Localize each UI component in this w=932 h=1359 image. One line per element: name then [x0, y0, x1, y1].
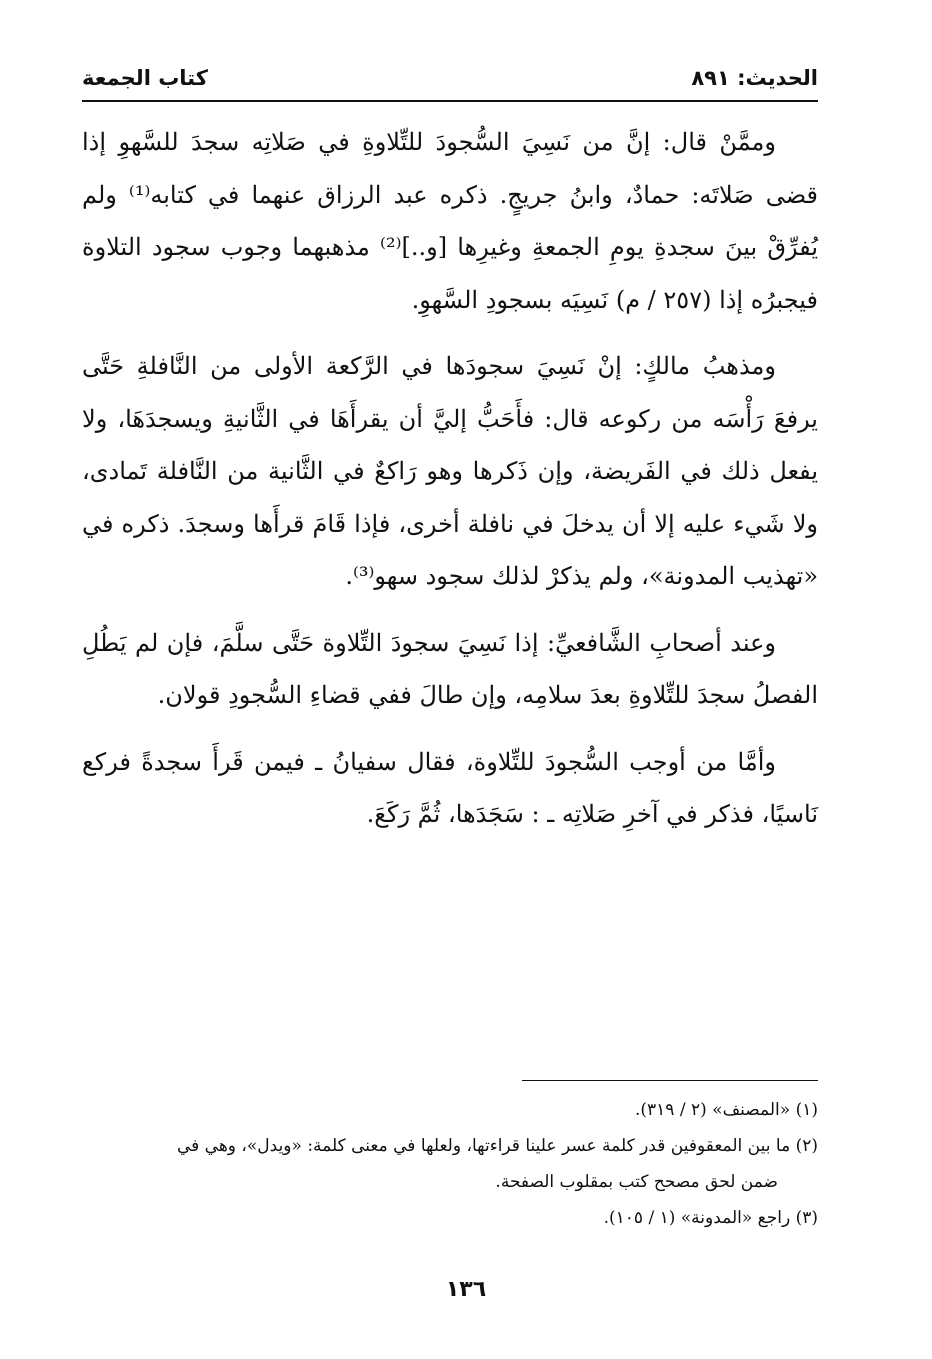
paragraph-2: ومذهبُ مالكٍ: إنْ نَسِيَ سجودَها في الرَّكعة الأولى من النَّافلةِ حَتَّى يرفعَ رَأْسَه من ركوعه قال: فأَحَبُّ إليَّ أن يقرأَهَا في الثَّانيةِ ويسجدَهَا، ولا يفعل ذلك في الفَريضة، وإن ذَكرها وهو رَاكعٌ في الثَّانية من النَّافلة تَمادى، ولا شَيء عليه إلا أن يدخلَ في نافلة أخرى، فإذا قَامَ قرأَها وسجدَ. ذكره في «تهذيب المدونة»، ولم يذكرْ لذلك سجود سهو⁽³⁾. [82, 352, 818, 590]
footnote-2-continuation: ضمن لحق مصحح كتب بمقلوب الصفحة. [495, 1172, 778, 1192]
book-title-heading: كتاب الجمعة [82, 66, 208, 90]
footnote-1: (١) «المصنف» (٢ / ٣١٩). [635, 1100, 818, 1120]
footnote-2: (٢) ما بين المعقوفين قدر كلمة عسر علينا قراءتها، ولعلها في معنى كلمة: «ويدل»، وهي في [176, 1136, 818, 1156]
footnote-separator [522, 1080, 818, 1081]
main-text [82, 116, 818, 855]
footnotes [82, 1092, 818, 1236]
paragraph-4: وأمَّا من أوجب السُّجودَ للتِّلاوة، فقال سفيانُ ـ فيمن قَرأَ سجدةً فركع نَاسيًا، فذكر في آخرِ صَلاتِه ـ : سَجَدَها، ثُمَّ رَكَعَ. [82, 747, 818, 828]
page-number: ١٣٦ [445, 1277, 487, 1302]
running-header [82, 62, 818, 102]
paragraph-1: وممَّنْ قال: إنَّ من نَسِيَ السُّجودَ للتِّلاوةِ في صَلاتِه سجدَ للسَّهوِ إذا قضى صَلاتَه: حمادٌ، وابنُ جريجٍ. ذكره عبد الرزاق عنهما في كتابه⁽¹⁾ ولم يُفرِّقْ بينَ سجدةِ يومِ الجمعةِ وغيرِها [و..]⁽²⁾ مذهبهما وجوب سجود التلاوة فيجبرُه إذا (٢٥٧ / م) نَسِيَه بسجودِ السَّهوِ. [82, 128, 819, 314]
hadith-number-heading: الحديث: ٨٩١ [691, 66, 818, 90]
footnote-3: (٣) راجع «المدونة» (١ / ١٠٥). [603, 1208, 818, 1228]
paragraph-3: وعند أصحابِ الشَّافعيِّ: إذا نَسِيَ سجودَ التِّلاوة حَتَّى سلَّمَ، فإن لم يَطُلِ الفصلُ سجدَ للتِّلاوةِ بعدَ سلامِه، وإن طالَ ففي قضاءِ السُّجودِ قولان. [82, 628, 818, 709]
